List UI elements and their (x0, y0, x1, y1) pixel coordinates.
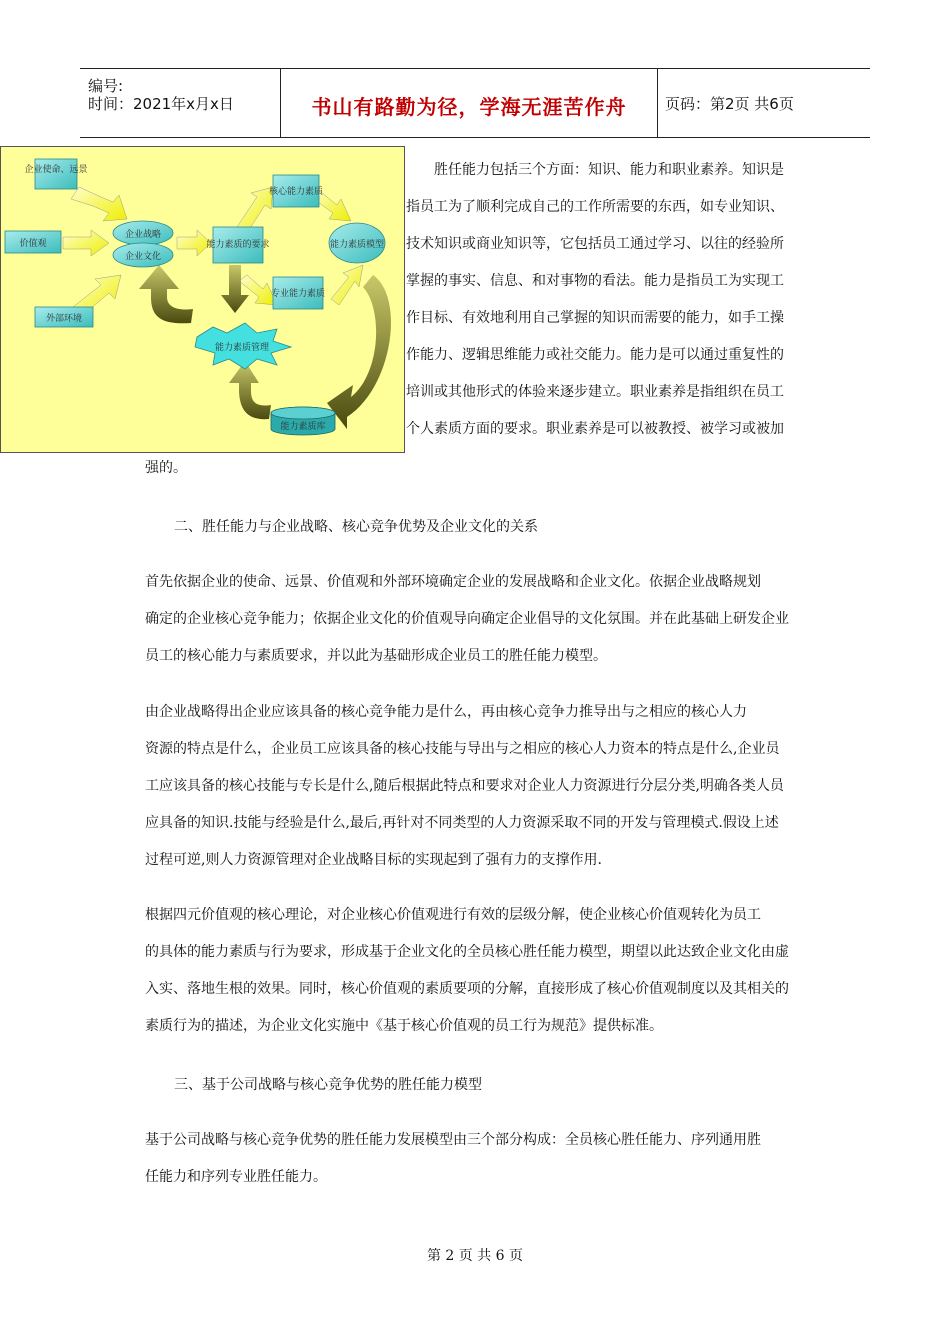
text-line: 作能力、逻辑思维能力或社交能力。能力是可以通过重复性的 (406, 347, 784, 363)
text-line: 培训或其他形式的体验来逐步建立。职业素养是指组织在员工 (406, 384, 784, 400)
text-line: 技术知识或商业知识等，它包括员工通过学习、以往的经验所 (406, 236, 784, 252)
paragraph-1 (145, 564, 810, 675)
node-strategy-label: 企业战略 (124, 230, 162, 240)
text-line: 员工的核心能力与素质要求，并以此为基础形成企业员工的胜任能力模型。 (145, 648, 607, 664)
competency-diagram (0, 146, 405, 453)
text-line: 素质行为的描述，为企业文化实施中《基于核心价值观的员工行为规范》提供标准。 (145, 1018, 663, 1034)
text-line: 胜任能力包括三个方面：知识、能力和职业素养。知识是 (434, 162, 784, 178)
motto: 书山有路勤为径，学海无涯苦作舟 (311, 95, 627, 119)
paragraph-2 (145, 694, 810, 879)
node-database-label: 能力素质库 (280, 422, 326, 432)
arrow-values-strategy (63, 230, 109, 256)
node-culture-label: 企业文化 (124, 252, 162, 262)
section-heading-3: 三、基于公司战略与核心竞争优势的胜任能力模型 (174, 1077, 482, 1093)
text-line: 应具备的知识.技能与经验是什么,最后,再针对不同类型的人力资源采取不同的开发与管理模式.假设上述 (145, 815, 779, 831)
node-vision-label: 企业使命、远景 (24, 165, 88, 175)
text-line: 首先依据企业的使命、远景、价值观和外部环境确定企业的发展战略和企业文化。依据企业战略规划 (145, 574, 761, 590)
arrow-vision-strategy (71, 187, 127, 221)
node-values-label: 价值观 (19, 239, 47, 249)
text-line: 资源的特点是什么，企业员工应该具备的核心技能与导出与之相应的核心人力资本的特点是什么,企业员 (145, 741, 780, 757)
text-line: 任能力和序列专业胜任能力。 (145, 1169, 327, 1185)
number-label: 编号: (88, 77, 124, 95)
text-line: 个人素质方面的要求。职业素养是可以被教授、被学习或被加 (406, 421, 784, 437)
arrow-management-culture (139, 265, 193, 323)
node-model-label: 能力素质模型 (329, 240, 385, 250)
competency-paragraph (406, 152, 804, 448)
node-professional-label: 专业能力素质 (270, 289, 326, 299)
text-line: 的具体的能力素质与行为要求，形成基于企业文化的全员核心胜任能力模型，期望以此达致企业文化由虚 (145, 944, 789, 960)
paragraph-continuation: 强的。 (145, 460, 187, 476)
node-external-label: 外部环境 (45, 314, 83, 324)
text-line: 入实、落地生根的效果。同时，核心价值观的素质要项的分解，直接形成了核心价值观制度以及其相关的 (145, 981, 789, 997)
text-line: 由企业战略得出企业应该具备的核心竞争能力是什么，再由核心竞争力推导出与之相应的核心人力 (145, 704, 747, 720)
text-line: 过程可逆,则人力资源管理对企业战略目标的实现起到了强有力的支撑作用. (145, 852, 602, 868)
header-motto-cell (280, 69, 658, 137)
arrow-database-management (229, 361, 271, 419)
text-line: 作目标、有效地利用自己掌握的知识而需要的能力，如手工操 (406, 310, 784, 326)
page-header (80, 68, 870, 138)
page-footer: 第 2 页 共 6 页 (426, 1248, 524, 1264)
text-line: 确定的企业核心竞争能力；依据企业文化的价值观导向确定企业倡导的文化氛围。并在此基础上研发企业 (145, 611, 789, 627)
paragraph-4 (145, 1122, 810, 1196)
paragraph-3 (145, 897, 810, 1045)
header-meta (80, 69, 280, 137)
node-core-label: 核心能力素质 (268, 187, 324, 197)
node-management-label: 能力素质管理 (214, 343, 270, 353)
section-heading-2: 二、胜任能力与企业战略、核心竞争优势及企业文化的关系 (174, 519, 538, 535)
header-page-cell (657, 69, 870, 137)
page-label: 页码：第2页 共6页 (665, 95, 794, 113)
node-requirements-label: 能力素质的要求 (206, 240, 270, 250)
arrow-down-requirements-management (221, 265, 249, 313)
text-line: 掌握的事实、信息、和对事物的看法。能力是指员工为实现工 (406, 273, 784, 289)
text-line: 工应该具备的核心技能与专长是什么,随后根据此特点和要求对企业人力资源进行分层分类,明确各类人员 (145, 778, 784, 794)
time-label: 时间：2021年x月x日 (88, 95, 234, 113)
arrow-requirements-core (237, 187, 273, 233)
text-line: 基于公司战略与核心竞争优势的胜任能力发展模型由三个部分构成：全员核心胜任能力、序列通用胜 (145, 1132, 761, 1148)
arrow-professional-model (331, 265, 363, 305)
text-line: 根据四元价值观的核心理论，对企业核心价值观进行有效的层级分解，使企业核心价值观转化为员工 (145, 907, 761, 923)
text-line: 指员工为了顺利完成自己的工作所需要的东西，如专业知识、 (406, 199, 784, 215)
